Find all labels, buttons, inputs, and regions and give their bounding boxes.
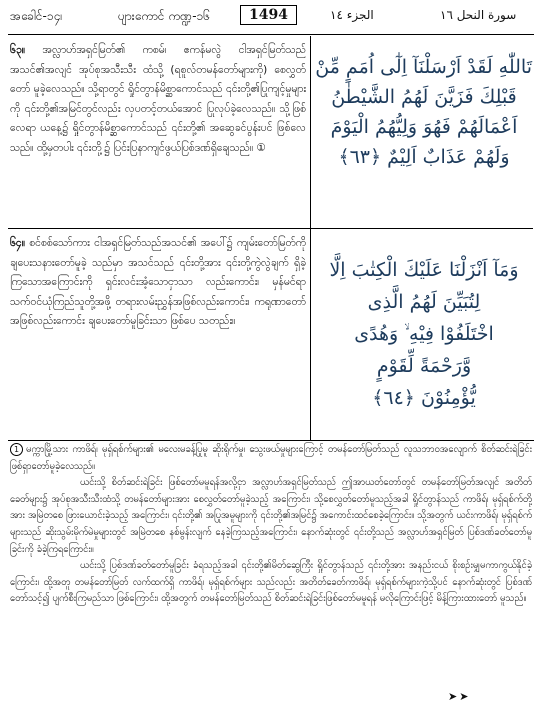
arabic-line: قَبْلِكَ فَزَيَّنَ لَهُمُ الشَّيْطٰنُ xyxy=(331,86,517,108)
verse-divider-left xyxy=(8,228,310,229)
page-header xyxy=(0,0,540,34)
arabic-line: وَلَهُمْ عَذَابٌ اَلِيْمٌ ﴿٦٣﴾ xyxy=(338,146,510,168)
arabic-line: وَّرَحْمَةً لِّقَوْمٍ xyxy=(376,355,472,377)
footnote-lead xyxy=(10,442,532,475)
footnote-para-2: ယင်းသို့ စိတ်ဆင်းရဲခြင်း ဖြစ်တော်မမူရန်အလို့ငှာ အလ္လာဟ်အရှင်မြတ်သည် ဤအာယတ်တော်တွင် တမန်တော်မြတ်အလျင် အတိတ်ခေတ်များ၌ အုပ်စုအသီးသီးထံသို့ တမန်တော်များအား စေလွှတ်တော်မူခဲ့သည့် အကြောင်း၊ သို့စေလွှတ်တော်မူသည့်အခါ ရှိုင်တွာန်သည် ကာဖိရ်၊ မုရှ်ရစ်က်တို့အား အမြဲတစေ ဖြားယောင်းခဲ့သည့် အကြောင်း၊ ၎င်းတို့၏ အပြုအမူများကို ၎င်းတို့၏အမြင်၌ အကောင်းထင်စေခဲ့ကြောင်း။ သို့အတွက် ယင်းကာဖိရ်၊ မုရှ်ရစ်က်များသည် ဆိုးသွမ်းမိုက်မဲမှုများတွင် အမြဲတစေ နစ်မွန်းလျက် နေခဲ့ကြသည့်အကြောင်း၊ နောက်ဆုံးတွင် ၎င်းတို့သည် အလ္လာဟ်အရှင်မြတ် ပြစ်ဒဏ်ခတ်တော်မူခြင်းကို ခံခဲ့ကြရကြောင်း။ xyxy=(10,477,532,555)
footnote-divider xyxy=(8,440,534,441)
sura-label: سورة النحل ١٦ xyxy=(440,8,517,22)
footnote-mark: 1 xyxy=(10,443,23,456)
book-label: ပျားကောင် ကဏ္ဍ-၁၆ xyxy=(118,9,211,23)
verse-64-arabic xyxy=(316,254,532,414)
page-number: 1494 xyxy=(240,5,297,25)
arabic-line: يُّؤْمِنُوْنَ ﴿٦٤﴾ xyxy=(372,387,476,409)
verse-63-number: ၆၃။ xyxy=(10,44,25,56)
verse-divider-right xyxy=(311,228,533,229)
verse-64-number: ၆၄။ xyxy=(10,237,25,249)
arabic-line: لِتُبَيِّنَ لَهُمُ الَّذِى xyxy=(367,291,481,313)
column-divider xyxy=(310,36,311,440)
verse-63-arabic xyxy=(316,52,532,172)
footnote-lead-text: မက္ကာမြို့သား ကာဖိရ်၊ မုရှ်ရစ်က်များ၏ မလေးမခန့်ပြုမူ ဆိုးရိုက်မှု၊ သွေးဖယ်မှုများကြောင့် တမန်တော်မြတ်သည် လူသဘာဝအလျောက် စိတ်ဆင်းရဲခြင်း ဖြစ်ရှာတော်မူခဲ့လေသည်။ xyxy=(10,444,532,472)
arabic-line: اَعْمَالَهُمْ فَهُوَ وَلِيُّهُمُ الْيَوْمَ xyxy=(330,116,518,138)
footnote-para-3: ယင်းသို့ ပြစ်ဒဏ်ခတ်တော်မူခြင်း ခံရသည့်အခါ ၎င်းတို့၏မိတ်ဆွေကြီး ရှိုင်တွာန်သည် ၎င်းတို့အား အနည်းငယ် စိုးစဉ်းမျှမကာကွယ်နိုင်ခဲ့ကြောင်း၊ ထို့အတူ တမန်တော်မြတ် လက်ထက်ရှိ ကာဖိရ်၊ မုရှ်ရစ်က်များ သည်လည်း အတိတ်ခေတ်ကာဖိရ်၊ မုရှ်ရစ်က်များကဲ့သို့ပင် နောက်ဆုံးတွင် ပြစ်ဒဏ်တော်သင့်၍ ပျက်စီးကြမည်သာ ဖြစ်ကြောင်း၊ ထို့အတွက် တမန်တော်မြတ်သည် စိတ်ဆင်းရဲခြင်းဖြစ်တော်မမူရန် မလိုကြောင်းဖြင့် မိန့်ကြားထားတော် မူသည်။ xyxy=(10,560,532,605)
footnote xyxy=(10,442,532,608)
verse-64-translation xyxy=(10,234,306,332)
verse-63-text: အလ္လာဟ်အရှင်မြတ်၏ ကစမ်၊ ဧကန်မလွဲ ငါအရှင်မြတ်သည် အသင်၏အလျင် အုပ်စုအသီးသီး ထံသို့ (ရစူလ်တမန်တော်များကို) စေလွှတ်တော် မူခဲ့လေသည်။ သို့ရာတွင် ရှိုင်တွာန်မိစ္ဆာကောင်သည် ၎င်းတို့၏ပြုကျင့်မှုများကို ၎င်းတို့၏အမြင်တွင်လည်း လှပတင့်တယ်အောင် ပြုလုပ်ခဲ့လေသည်။ သို့ဖြစ်လေရာ ယနေ့၌ ရှိုင်တွာန်မိစ္ဆာကောင်သည် ၎င်းတို့၏ အဆွေခင်ပွန်းပင် ဖြစ်လေသည်။ ထို့မှတပါး ၎င်းတို့၌ ပြင်းပြနာကျင်ဖွယ်ပြစ်ဒဏ်ရှိချေသည်။ ① xyxy=(10,44,306,154)
verse-64-text: စင်စစ်သော်ကား ငါအရှင်မြတ်သည်အသင်၏ အပေါ်၌ ကျမ်းတော်မြတ်ကို ချပေးသနားတော်မူခဲ့ သည်မှာ အသင်သည် ၎င်းတို့အား ၎င်းတို့ကွဲလွဲချက် ရှိခဲ့ကြသောအကြောင်းကို ရှင်းလင်းအံ့သောငှာသာ လည်းကောင်း၊ မှန်မင်ရာသက်ဝင်ယုံကြည်သူတို့အဖို့ တရားလမ်းညွှန်အဖြစ်လည်းကောင်း၊ ကရုဏာတော် အဖြစ်လည်းကောင်း ချပေးတော်မူခြင်းသာ ဖြစ်ပေ သတည်း။ xyxy=(10,237,306,327)
header-divider xyxy=(8,34,534,35)
verse-63-translation xyxy=(10,41,306,158)
juz-label: الجزء ١٤ xyxy=(330,8,374,22)
continue-arrows: ➤➤ xyxy=(448,690,471,703)
arabic-line: تَاللّٰهِ لَقَدْ اَرْسَلْنَآ اِلٰٓى اُمَمٍ مِّنْ xyxy=(315,56,532,78)
arabic-line: وَمَآ اَنْزَلْنَا عَلَيْكَ الْكِتٰبَ اِلَّا xyxy=(329,259,519,281)
arabic-line: اخْتَلَفُوْا فِيْهِ ۙ وَهُدًى xyxy=(354,323,494,345)
section-label: အခေါင်-၁၄၊ xyxy=(10,9,63,23)
